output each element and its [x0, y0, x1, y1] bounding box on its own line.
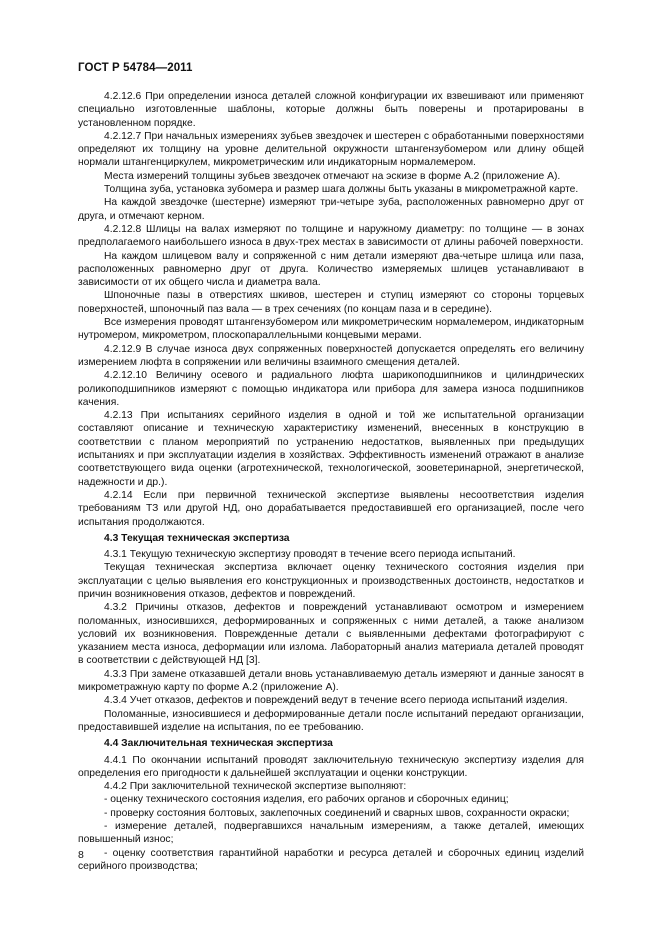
- paragraph: 4.2.12.10 Величину осевого и радиального люфта шарикоподшипников и цилиндрических роликоподшипников измеряют с помощью индикатора или прибора для замера износа подшипников качения.: [78, 370, 584, 408]
- paragraph: 4.2.12.6 При определении износа деталей сложной конфигурации их взвешивают или применяют специально изготовленные шаблоны, которые должны быть поверены и протарированы в установленном порядке.: [78, 91, 584, 129]
- document-header: ГОСТ Р 54784—2011: [78, 62, 193, 74]
- paragraph: 4.2.13 При испытаниях серийного изделия в одной и той же испытательной организации составляют описание и техническую характеристику изменений, внесенных в конструкцию в соответствии с планом мероприятий по устранению недостатков, выявленных при предыдущих испытаниях и при эксплуатации изделия в хозяйствах. Эффективность изменений отражают в анализе соответствующего вида оценки (агротехнической, технологической, зооветеринарной, энергетической, надежности и др.).: [78, 410, 584, 488]
- paragraph: 4.3.2 Причины отказов, дефектов и повреждений устанавливают осмотром и измерением поломанных, износившихся, деформированных и сопряженных с ними деталей, а также анализом условий их возникновения. Поврежденные детали с выявленными дефектами фотографируют с указанием места износа, деформации или излома. Лабораторный анализ материала деталей проводят в соответствии с действующей НД [3].: [78, 602, 584, 667]
- list-item: - проверку состояния болтовых, заклепочных соединений и сварных швов, сохранности окраски;: [104, 807, 570, 819]
- page-number: 8: [78, 849, 84, 861]
- document-body: [78, 90, 584, 873]
- paragraph: 4.3.1 Текущую техническую экспертизу проводят в течение всего периода испытаний.: [104, 549, 516, 561]
- paragraph: Все измерения проводят штангензубомером или микрометрическим нормалемером, индикаторным нутромером, микрометром, плоскопараллельными концевыми мерами.: [78, 317, 584, 342]
- paragraph: 4.4.1 По окончании испытаний проводят заключительную техническую экспертизу изделия для определения его пригодности к дальнейшей эксплуатации и оценки конструкции.: [78, 754, 584, 779]
- paragraph: На каждой звездочке (шестерне) измеряют три-четыре зуба, расположенных равномерно друг от друга, и отмечают керном.: [78, 197, 584, 222]
- paragraph: 4.2.12.7 При начальных измерениях зубьев звездочек и шестерен с обработанными поверхностями определяют их толщину на уровне делительной окружности штангензубомером или длину общей нормали штангенциркулем, микрометрическим или индикаторным нормалемером.: [78, 130, 584, 169]
- list-item: - измерение деталей, подвергавшихся начальным измерениям, а также деталей, имеющих повышенный износ;: [78, 821, 584, 846]
- paragraph: Шпоночные пазы в отверстиях шкивов, шестерен и ступиц измеряют со стороны торцевых поверхностей, шпоночный паз вала — в трех сечениях (по концам паза и в середине).: [78, 290, 584, 315]
- paragraph: Толщина зуба, установка зубомера и размер шага должны быть указаны в микрометражной карте.: [104, 184, 579, 196]
- section-heading-4-4: 4.4 Заключительная техническая экспертиза: [104, 738, 333, 750]
- paragraph: 4.3.4 Учет отказов, дефектов и повреждений ведут в течение всего периода испытаний изделия.: [104, 695, 568, 707]
- paragraph: Текущая техническая экспертиза включает оценку технического состояния изделия при эксплуатации с целью выявления его конструкционных и производственных достоинств, недостатков и причин возникновения отказов, дефектов и повреждений.: [78, 562, 584, 600]
- paragraph: 4.4.2 При заключительной технической экспертизе выполняют:: [104, 781, 407, 793]
- paragraph: 4.2.12.8 Шлицы на валах измеряют по толщине и наружному диаметру: по толщине — в зонах предполагаемого наибольшего износа в двух-трех местах в зависимости от длины рабочей поверхности.: [78, 223, 584, 249]
- paragraph: Поломанные, износившиеся и деформированные детали после испытаний передают организации, предоставившей изделие на испытания, по ее требованию.: [78, 708, 584, 733]
- list-item: - оценку соответствия гарантийной наработки и ресурса деталей и сборочных единиц изделий серийного производства;: [78, 847, 584, 872]
- paragraph: На каждом шлицевом валу и сопряженной с ним детали измеряют два-четыре шлица или паза, расположенных равномерно друг от друга. Количество измеряемых шлицев устанавливают в зависимости от их общего числа и диаметра вала.: [78, 250, 584, 289]
- paragraph: 4.2.12.9 В случае износа двух сопряженных поверхностей допускается определять его величину измерением люфта в сопряжении или величины взаимного смещения деталей.: [78, 343, 584, 368]
- section-heading-4-3: 4.3 Текущая техническая экспертиза: [104, 532, 290, 544]
- paragraph: 4.3.3 При замене отказавшей детали вновь устанавливаемую деталь измеряют и данные заносят в микрометражную карту по форме А.2 (приложение А).: [78, 668, 584, 694]
- paragraph: Места измерений толщины зубьев звездочек отмечают на эскизе в форме А.2 (приложение А).: [104, 170, 561, 182]
- list-item: - оценку технического состояния изделия, его рабочих органов и сборочных единиц;: [104, 794, 509, 806]
- paragraph: 4.2.14 Если при первичной технической экспертизе выявлены несоответствия изделия требованиям ТЗ или другой НД, оно дорабатывается предоставившей его организацией, после чего испытания продолжаются.: [78, 489, 584, 528]
